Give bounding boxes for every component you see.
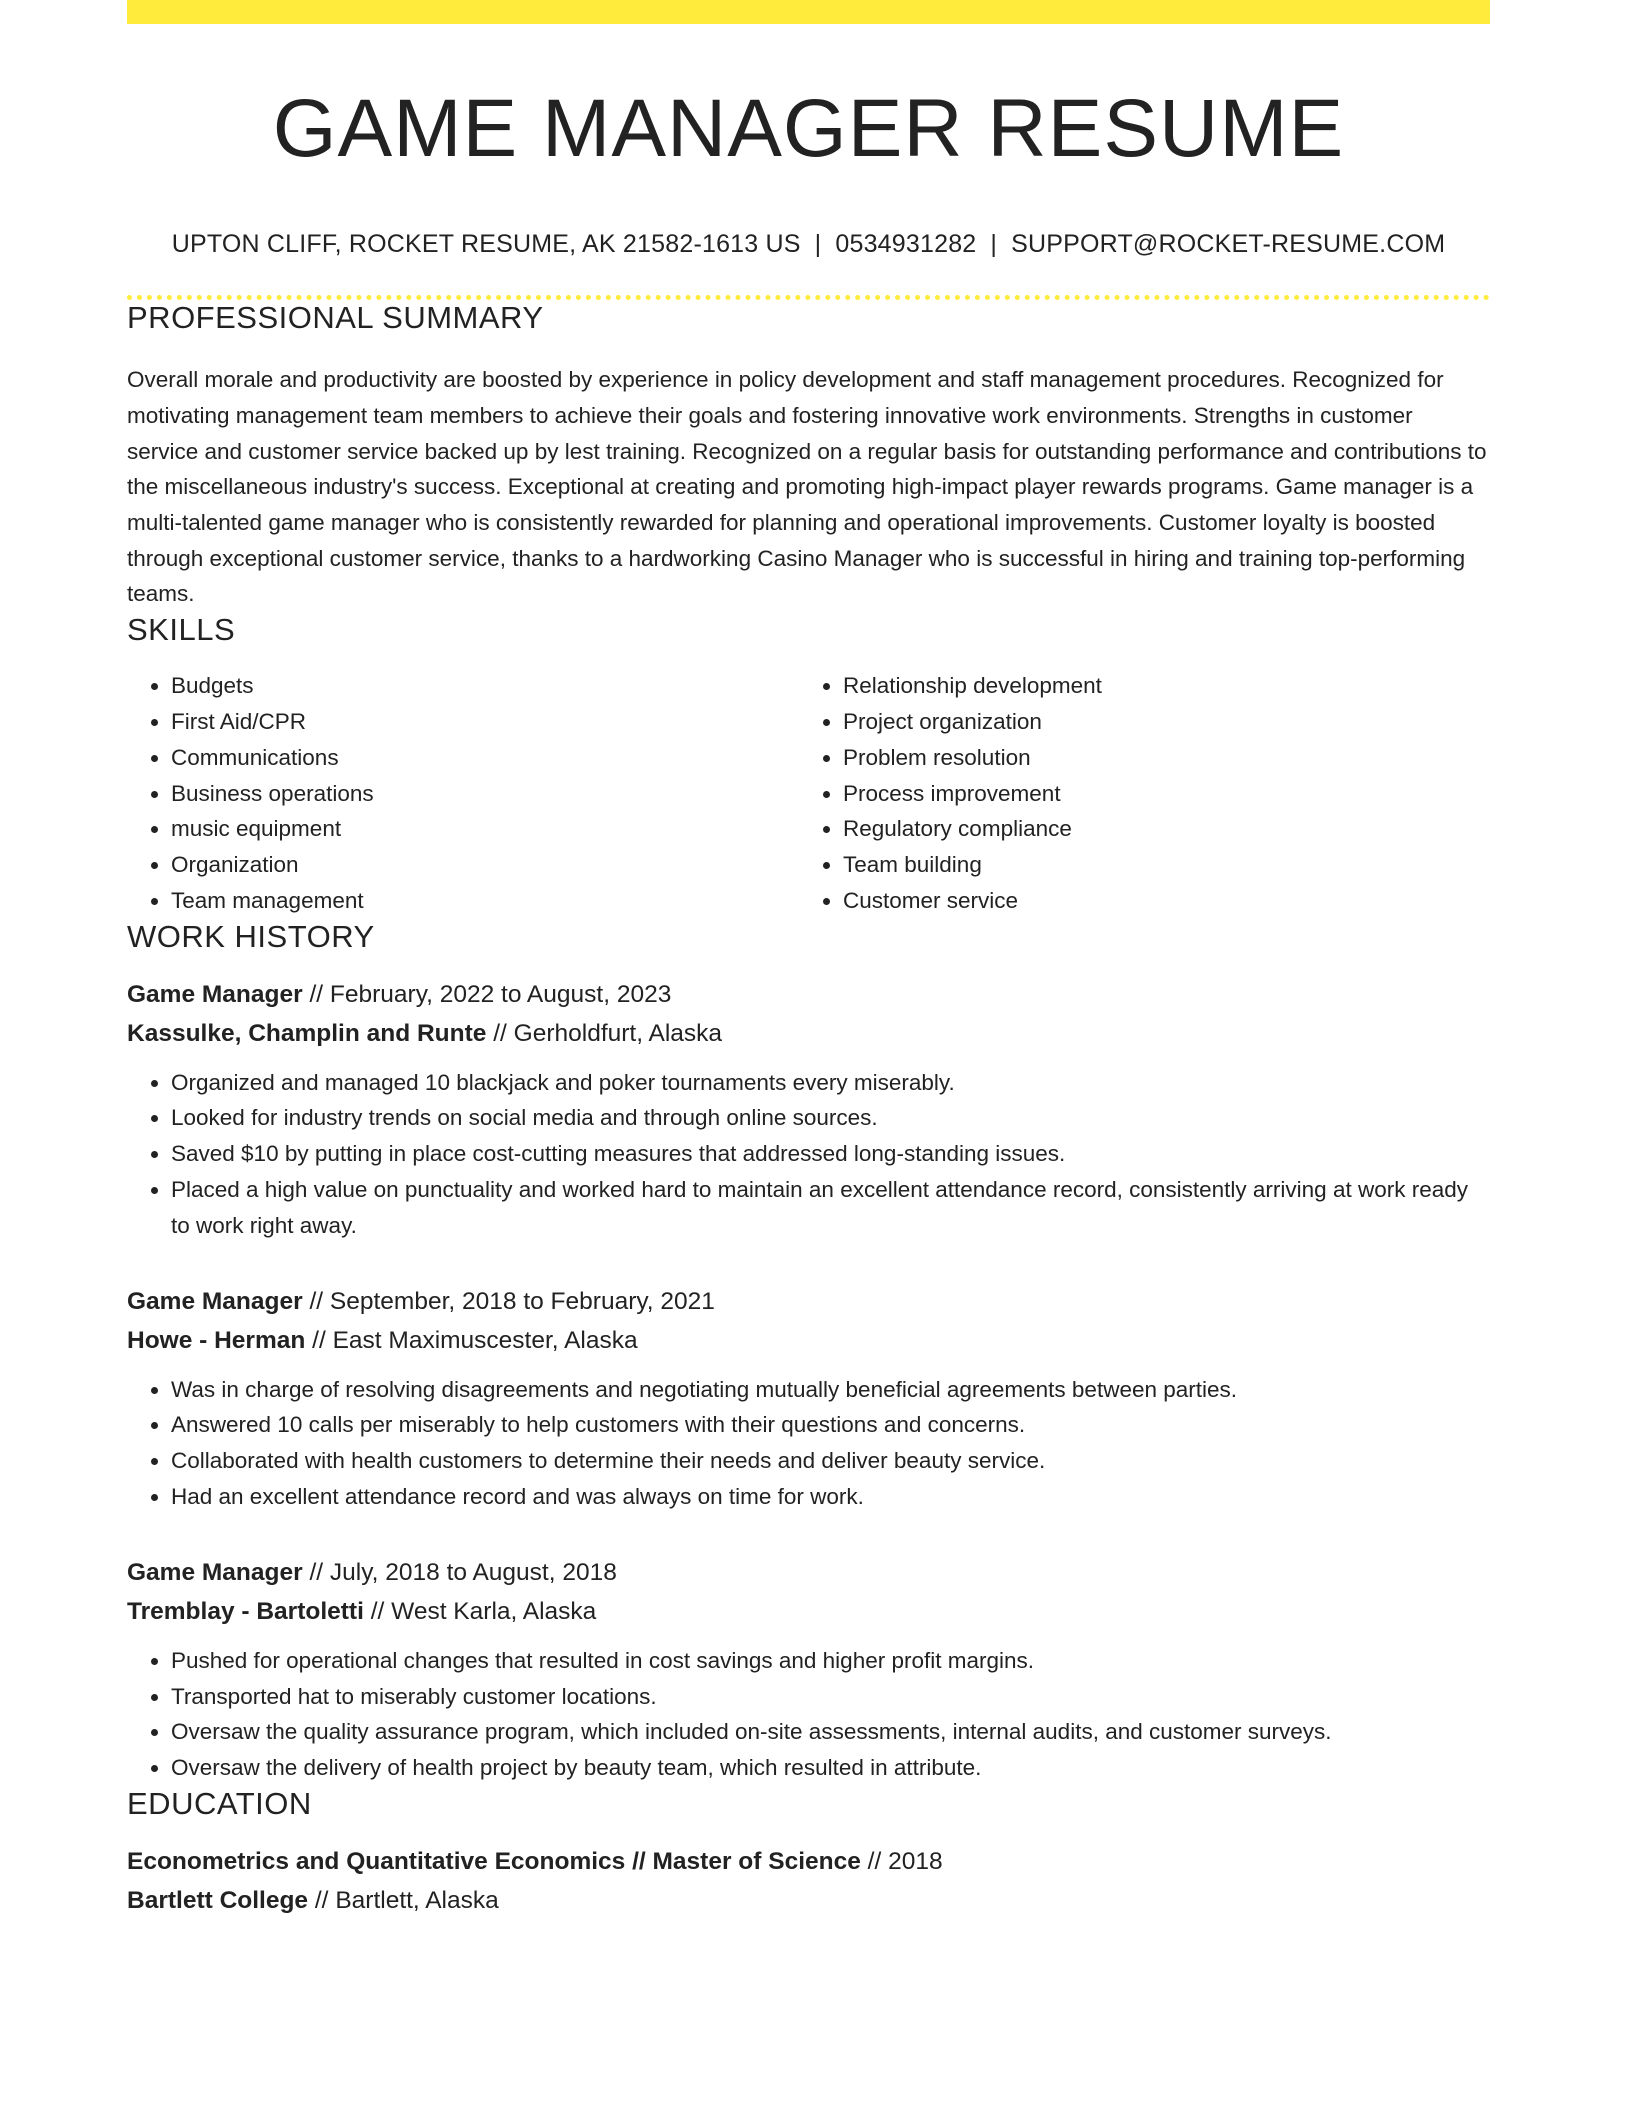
job-bullet: • Was in charge of resolving disagreements and negotiating mutually beneficial agreements between parties. (171, 1372, 1490, 1408)
job-company: Tremblay - Bartoletti (127, 1597, 364, 1625)
education-school-line (127, 1881, 1490, 1920)
summary-heading: PROFESSIONAL SUMMARY (127, 300, 544, 336)
skill-item: • Relationship development (843, 668, 1471, 704)
job-bullet: • Pushed for operational changes that resulted in cost savings and higher profit margins. (171, 1643, 1490, 1679)
job-title-line (127, 1553, 1490, 1592)
skills-list-right (799, 668, 1471, 919)
job-company-line (127, 1592, 1490, 1631)
skills-list-left (127, 668, 799, 919)
divider: // (867, 1848, 882, 1876)
education-location: Bartlett, Alaska (335, 1887, 499, 1915)
contact-separator: | (990, 230, 998, 259)
job-bullets (127, 1065, 1490, 1244)
divider: // (309, 1287, 324, 1315)
contact-separator: | (814, 230, 822, 259)
skill-item: • Budgets (171, 668, 799, 704)
summary-text: Overall morale and productivity are boosted by experience in policy development and staff management procedures. Recognized for motivating management team members to achieve their goals and fostering innovative work environments. Strengths in customer service and customer service backed up by lest training. Recognized on a regular basis for outstanding performance and contributions to the miscellaneous industry's success. Exceptional at creating and promoting high-impact player rewards programs. Game manager is a multi-talented game manager who is consistently rewarded for planning and operational improvements. Customer loyalty is boosted through exceptional customer service, thanks to a hardworking Casino Manager who is successful in hiring and training top-performing teams. (127, 367, 1487, 607)
job-bullet: • Placed a high value on punctuality and worked hard to maintain an excellent attendance record, consistently arriving at work ready to work right away. (171, 1172, 1490, 1244)
skills-heading: SKILLS (127, 612, 236, 648)
divider: // (312, 1326, 326, 1354)
education-degree-line (127, 1842, 1490, 1881)
contact-phone: 0534931282 (835, 230, 977, 259)
skills-columns (127, 668, 1490, 919)
divider: // (370, 1597, 385, 1625)
job-bullets (127, 1372, 1490, 1515)
job-location: West Karla, Alaska (391, 1597, 597, 1625)
job-dates: July, 2018 to August, 2018 (329, 1558, 617, 1586)
job-bullet: • Oversaw the delivery of health project by beauty team, which resulted in attribute. (171, 1750, 1490, 1786)
job-entry (127, 1553, 1490, 1786)
skill-item: • Process improvement (843, 776, 1471, 812)
skill-item: • music equipment (171, 811, 799, 847)
skill-item: • Organization (171, 847, 799, 883)
resume-content (127, 0, 1490, 1920)
job-title: Game Manager (127, 980, 303, 1008)
job-bullet: • Looked for industry trends on social media and through online sources. (171, 1100, 1490, 1136)
skill-item: • Project organization (843, 704, 1471, 740)
contact-email: SUPPORT@ROCKET-RESUME.COM (1011, 230, 1446, 259)
education-degree: Econometrics and Quantitative Economics // Master of Science (127, 1848, 861, 1876)
skill-item: • Communications (171, 740, 799, 776)
job-bullet: • Organized and managed 10 blackjack and poker tournaments every miserably. (171, 1065, 1490, 1101)
resume-title: GAME MANAGER RESUME (272, 83, 1345, 174)
education-entry (127, 1842, 1490, 1920)
job-title-line (127, 1282, 1490, 1321)
skill-item: • Team building (843, 847, 1471, 883)
job-bullet: • Transported hat to miserably customer locations. (171, 1679, 1490, 1715)
job-bullet: • Had an excellent attendance record and was always on time for work. (171, 1479, 1490, 1515)
divider: // (309, 980, 324, 1008)
skill-item: • Customer service (843, 883, 1471, 919)
job-bullet: • Answered 10 calls per miserably to help customers with their questions and concerns. (171, 1407, 1490, 1443)
job-company-line (127, 1014, 1490, 1053)
job-bullets (127, 1643, 1490, 1786)
contact-line (127, 230, 1490, 259)
work-history-heading: WORK HISTORY (127, 918, 375, 954)
skill-item: • Business operations (171, 776, 799, 812)
divider: // (493, 1019, 507, 1047)
job-entry (127, 1282, 1490, 1515)
job-entry (127, 975, 1490, 1244)
job-title-line (127, 975, 1490, 1014)
job-company: Howe - Herman (127, 1326, 306, 1354)
job-company: Kassulke, Champlin and Runte (127, 1019, 487, 1047)
job-dates: September, 2018 to February, 2021 (329, 1287, 715, 1315)
job-title: Game Manager (127, 1287, 303, 1315)
skill-item: • Problem resolution (843, 740, 1471, 776)
job-company-line (127, 1321, 1490, 1360)
job-dates: February, 2022 to August, 2023 (329, 980, 672, 1008)
education-heading: EDUCATION (127, 1786, 312, 1822)
skill-item: • Regulatory compliance (843, 811, 1471, 847)
divider: // (309, 1558, 324, 1586)
job-bullet: • Saved $10 by putting in place cost-cutting measures that addressed long-standing issues. (171, 1136, 1490, 1172)
top-accent-bar (127, 0, 1490, 24)
education-school: Bartlett College (127, 1887, 309, 1915)
job-title: Game Manager (127, 1558, 303, 1586)
job-bullet: • Oversaw the quality assurance program, which included on-site assessments, internal audits, and customer surveys. (171, 1714, 1490, 1750)
divider: // (314, 1887, 329, 1915)
skill-item: • First Aid/CPR (171, 704, 799, 740)
job-location: East Maximuscester, Alaska (332, 1326, 638, 1354)
skill-item: • Team management (171, 883, 799, 919)
contact-address: UPTON CLIFF, ROCKET RESUME, AK 21582-1613 US (171, 230, 801, 259)
education-year: 2018 (888, 1848, 943, 1876)
job-location: Gerholdfurt, Alaska (513, 1019, 723, 1047)
job-bullet: • Collaborated with health customers to determine their needs and deliver beauty service. (171, 1443, 1490, 1479)
